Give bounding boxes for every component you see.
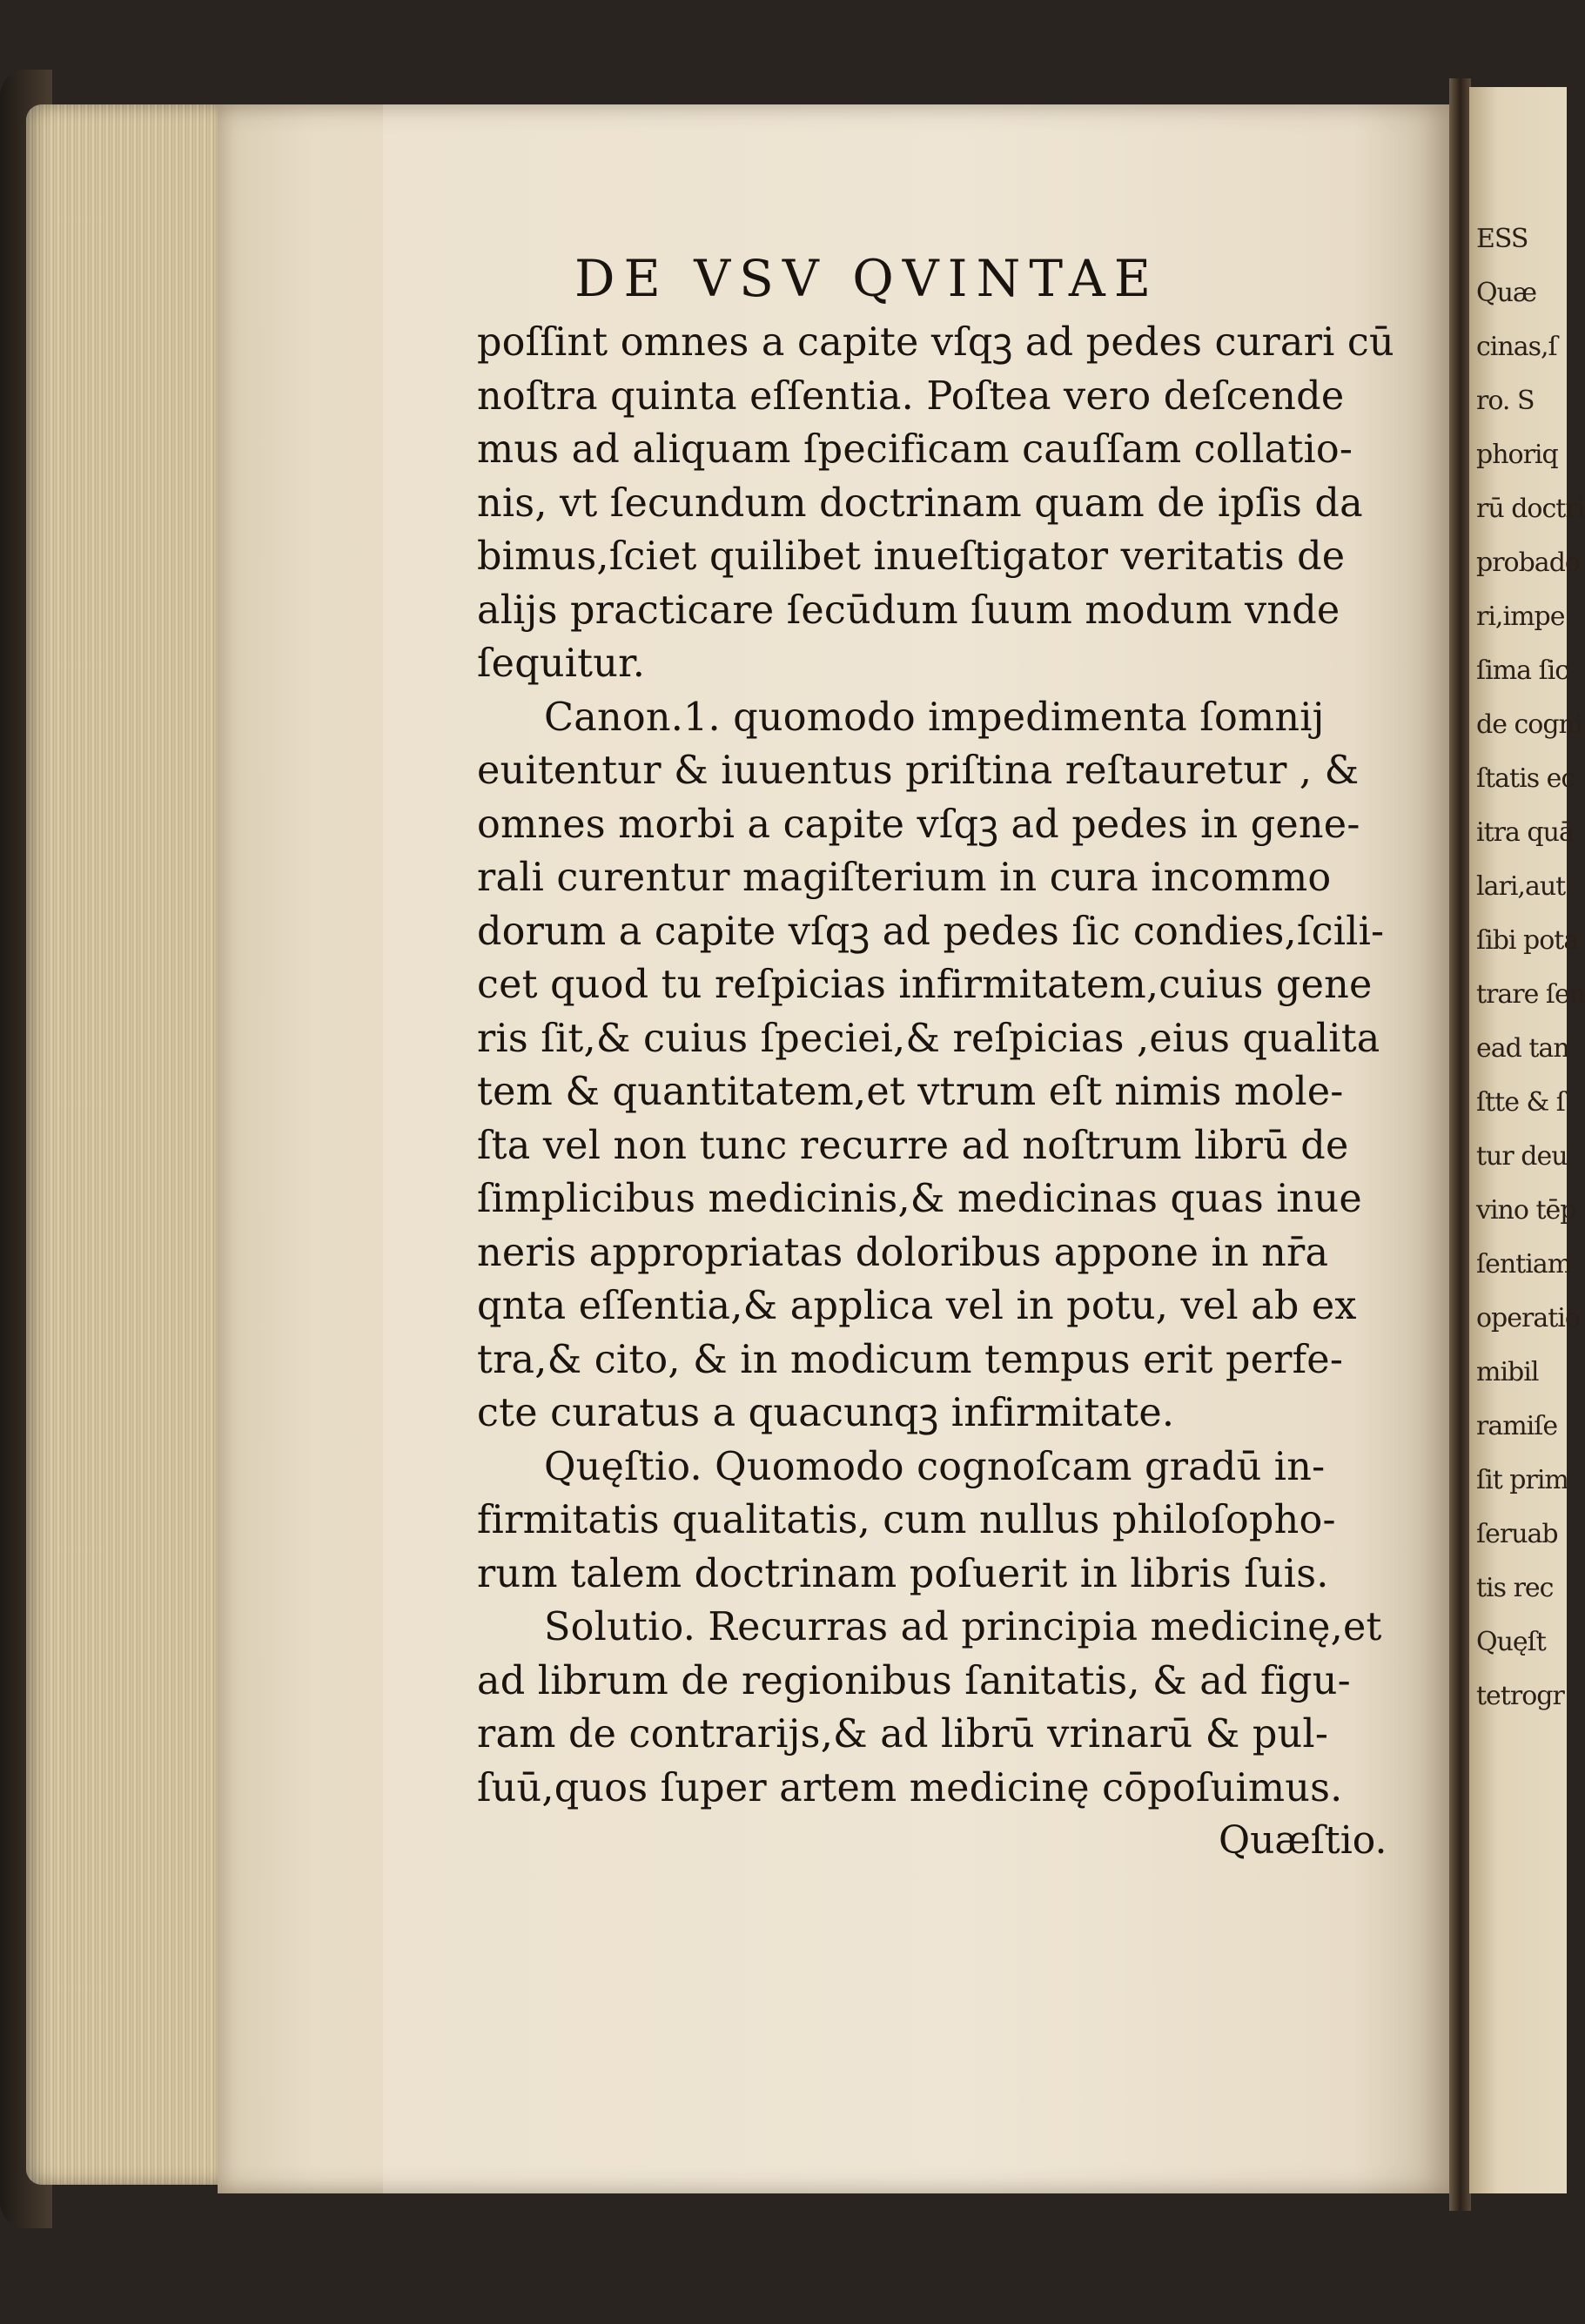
facing-page-line: ri,impe [1476, 601, 1565, 632]
running-head: DE VSV QVINTAE [574, 249, 1160, 308]
facing-page-line: ſeruab [1476, 1519, 1558, 1549]
text-line: poſſint omnes a capite vſqꝫ ad pedes curari cū [477, 320, 1394, 365]
text-line: mus ad aliquam ſpecificam cauſſam collatio- [477, 427, 1353, 472]
facing-page-line: ſtte & ſ [1476, 1087, 1565, 1118]
facing-page-line: ESS [1476, 224, 1528, 254]
facing-page-line: trare ſen [1476, 979, 1585, 1010]
text-line: omnes morbi a capite vſqꝫ ad pedes in gene- [477, 802, 1360, 847]
text-line: rum talem doctrinam poſuerit in libris ſuis. [477, 1551, 1329, 1596]
text-line: ſta vel non tunc recurre ad noſtrum librū de [477, 1123, 1349, 1168]
facing-page-line: ead tan [1476, 1033, 1569, 1064]
text-line: ram de contrarijs,& ad librū vrinarū & pul- [477, 1712, 1329, 1756]
text-line: Quęſtio. Quomodo cognoſcam gradū in- [544, 1444, 1326, 1489]
facing-page-line: tis rec [1476, 1573, 1554, 1603]
text-line: firmitatis qualitatis, cum nullus philoſopho- [477, 1498, 1336, 1542]
facing-page-line: phoriq [1476, 440, 1558, 470]
text-line: ſimplicibus medicinis,& medicinas quas inue [477, 1177, 1362, 1221]
text-line: cet quod tu reſpicias infirmitatem,cuius gene [477, 963, 1373, 1007]
text-line: neris appropriatas doloribus appone in nr̄a [477, 1230, 1329, 1275]
text-line: nis, vt ſecundum doctrinam quam de ipſis da [477, 480, 1363, 526]
facing-page-line: probado [1476, 547, 1580, 578]
facing-page-line: cinas,ſ [1476, 332, 1557, 362]
text-line: qnta eſſentia,& applica vel in potu, vel ab ex [477, 1284, 1357, 1328]
facing-page-line: de cogni [1476, 709, 1582, 740]
facing-page-line: ſtatis ec [1476, 763, 1575, 794]
facing-page-line: ſibi pota [1476, 925, 1579, 956]
text-line: alijs practicare ſecūdum ſuum modum vnde [477, 588, 1340, 633]
facing-page-line: lari,aut [1476, 871, 1566, 902]
facing-page-line: rū doctri [1476, 494, 1585, 524]
facing-page-line: ſit prim [1476, 1465, 1568, 1495]
facing-page-line: ramiſe [1476, 1411, 1558, 1441]
text-line: Solutio. Recurras ad principia medicinę,et [544, 1605, 1382, 1649]
facing-page-line: Quęſt [1476, 1627, 1546, 1657]
text-line: rali curentur magiſterium in cura incommo [477, 856, 1332, 900]
text-line: ſuū,quos ſuper artem medicinę cōpoſuimus. [477, 1765, 1343, 1810]
text-line: ris ſit,& cuius ſpeciei,& reſpicias ,eius qualita [477, 1016, 1380, 1061]
facing-page-line: ſima ſic [1476, 655, 1569, 686]
facing-page-line: ſentiam [1476, 1249, 1572, 1280]
facing-page-line: mibil [1476, 1357, 1539, 1387]
facing-page-line: vino tēp [1476, 1195, 1576, 1226]
page-edges [26, 104, 222, 2185]
facing-page-line: itra quā [1476, 817, 1574, 848]
facing-page-line: operatio [1476, 1303, 1580, 1333]
text-line: Canon.1. quomodo impedimenta ſomnij [544, 695, 1325, 740]
text-line: bimus,ſciet quilibet inueſtigator veritatis de [477, 534, 1346, 579]
text-line: ad librum de regionibus ſanitatis, & ad figu- [477, 1658, 1351, 1703]
catchword: Quæſtio. [1219, 1818, 1387, 1863]
facing-page [1469, 87, 1585, 2193]
text-line: noſtra quinta eſſentia. Poſtea vero deſcende [477, 373, 1345, 419]
facing-page-line: Quæ [1476, 278, 1537, 308]
text-line: cte curatus a quacunqꝫ infirmitate. [477, 1391, 1175, 1435]
text-line: ſequitur. [477, 641, 646, 686]
facing-page-line: tur deu [1476, 1141, 1568, 1172]
text-line: dorum a capite vſqꝫ ad pedes ſic condies,ſcili- [477, 909, 1385, 954]
gutter [1449, 78, 1471, 2211]
text-line: tra,& cito, & in modicum tempus erit perfe- [477, 1337, 1344, 1382]
text-line: tem & quantitatem,et vtrum eſt nimis mole- [477, 1070, 1344, 1114]
facing-page-line: ro. S [1476, 386, 1535, 416]
facing-page-line: tetrogr [1476, 1681, 1564, 1711]
text-line: euitentur & iuuentus priſtina reſtauretur , & [477, 749, 1360, 793]
